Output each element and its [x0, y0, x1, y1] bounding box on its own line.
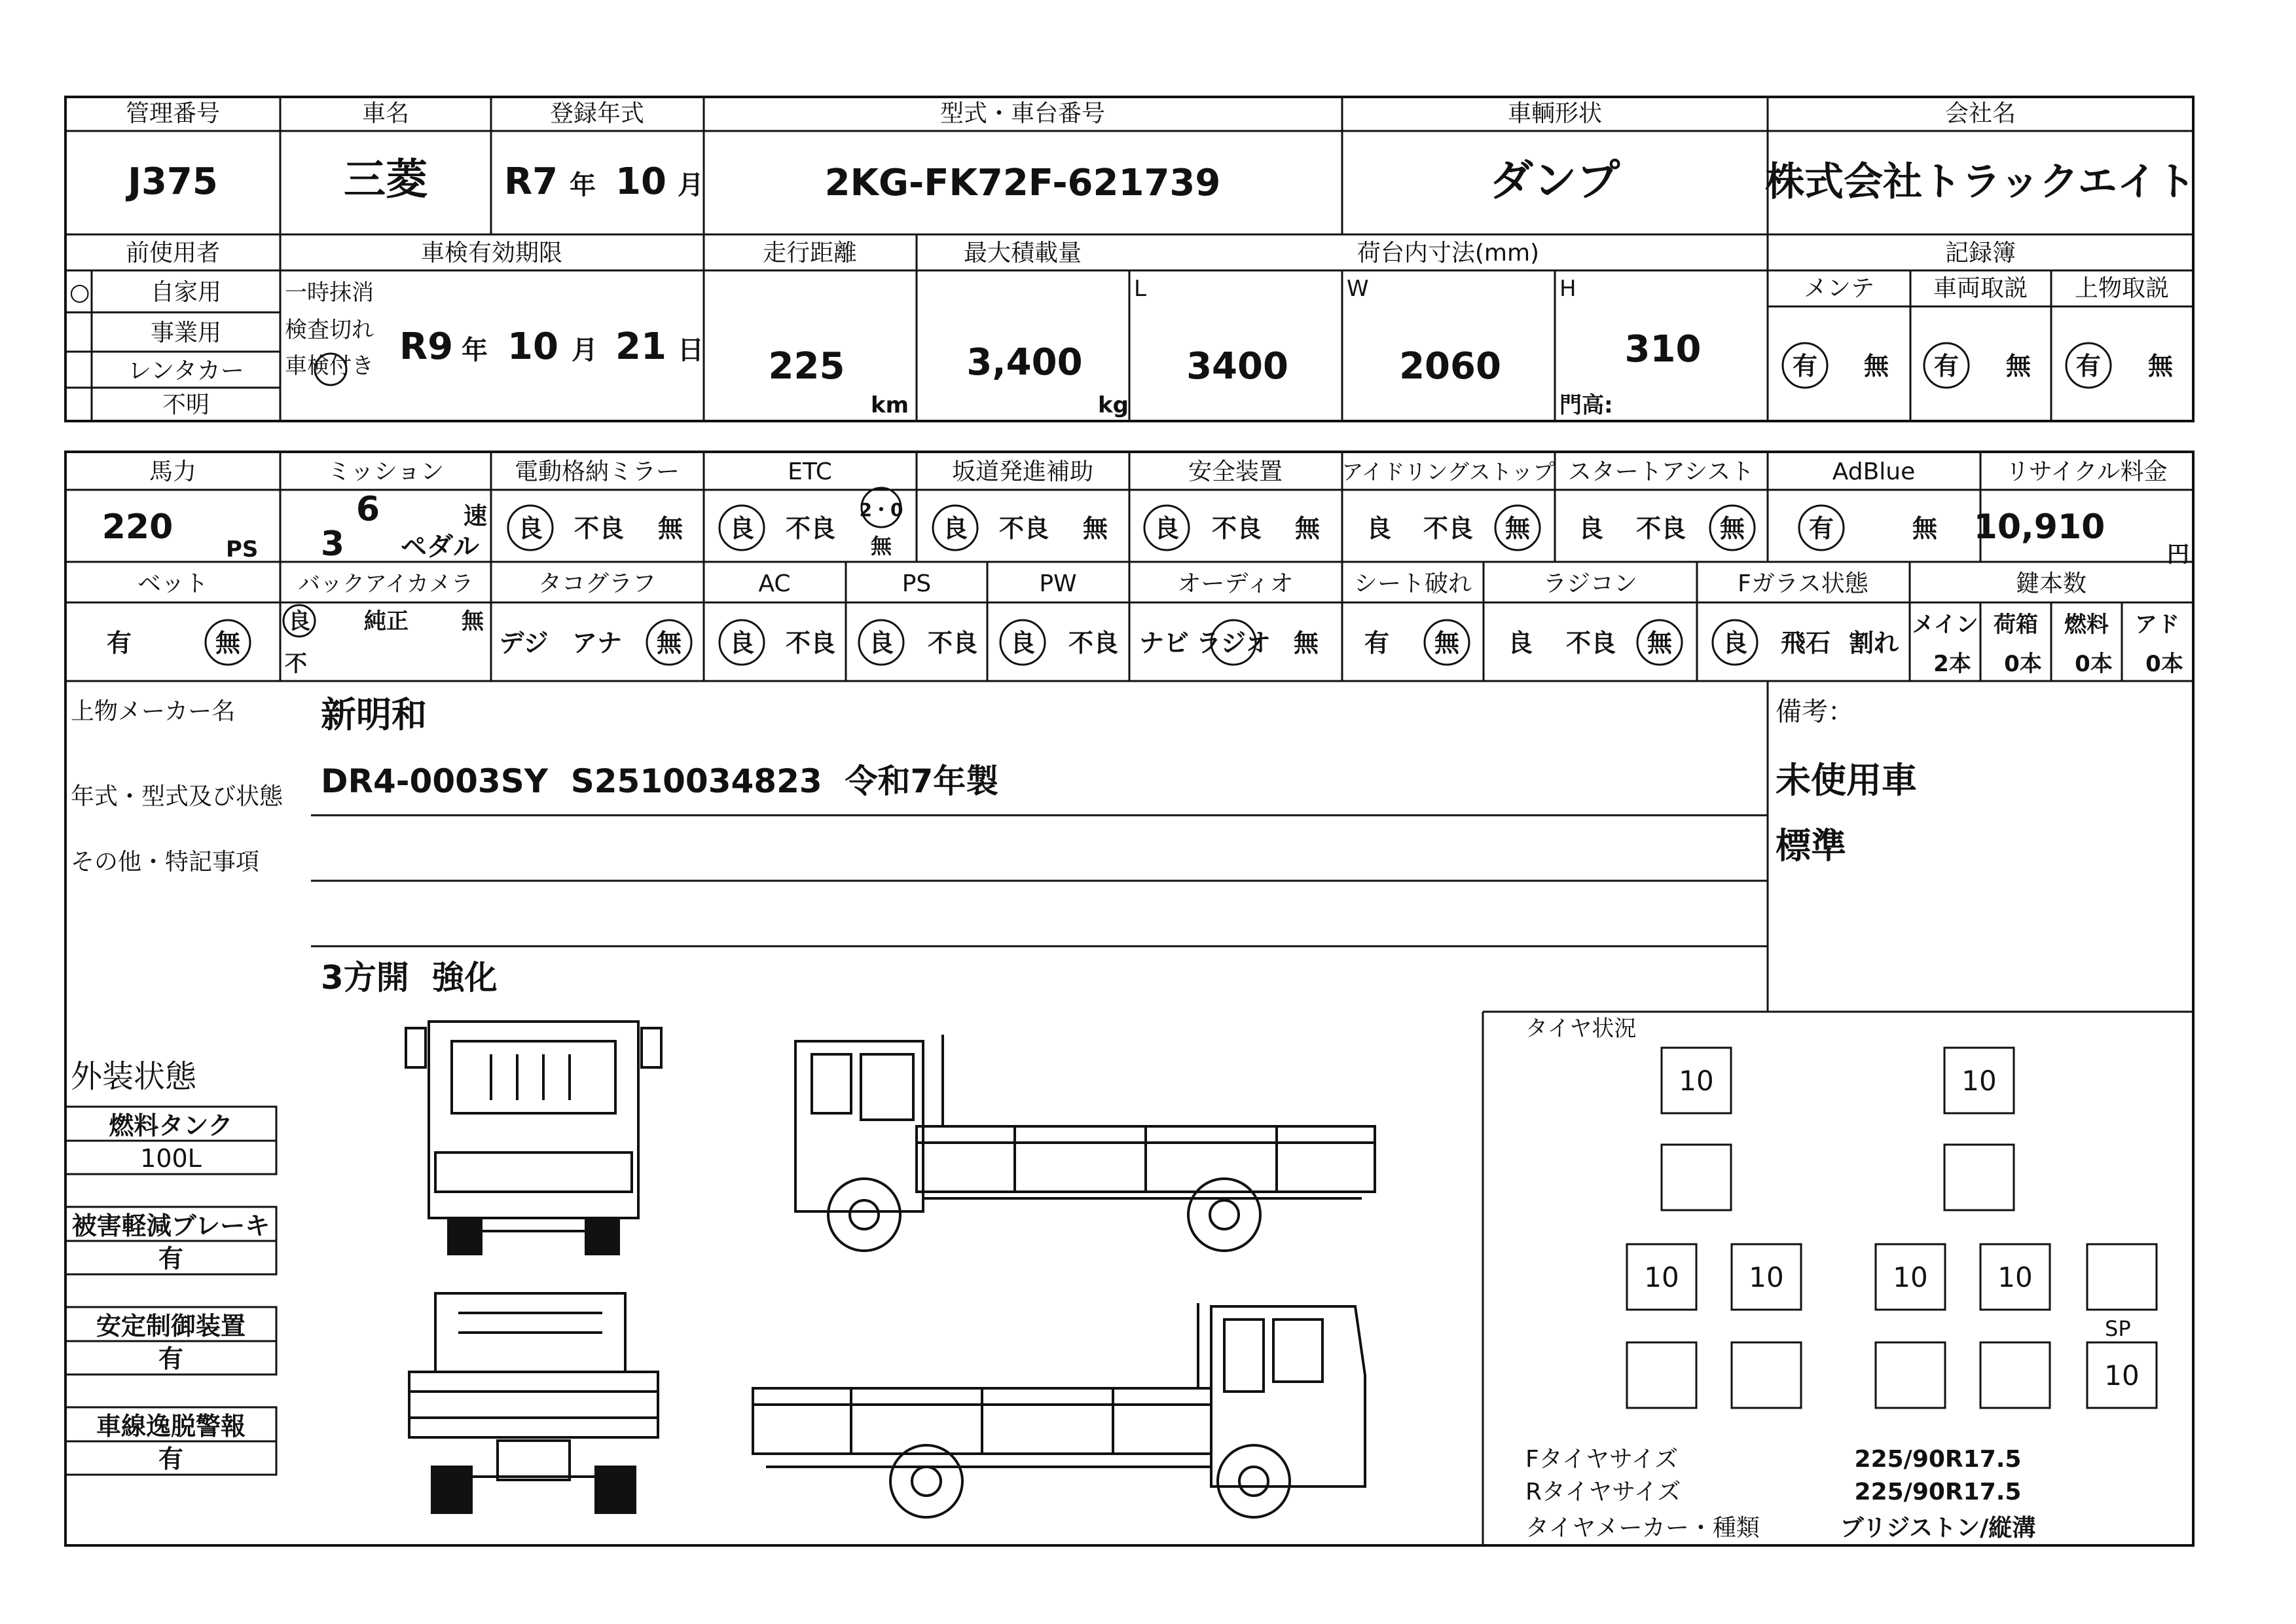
hdr-seat: シート破れ: [1353, 570, 1472, 597]
exterior-title: 外装状態: [71, 1058, 197, 1095]
shaken-nichi: 日: [678, 335, 704, 365]
safety-furyo: 不良: [1211, 514, 1262, 543]
upper-other: 3方開 強化: [321, 959, 498, 997]
hdr-kiroku: 記録簿: [1944, 240, 2016, 267]
truck-rear-view: [409, 1293, 658, 1513]
idle-nashi: 無: [1504, 514, 1531, 543]
key-main-count: 2本: [1933, 651, 1971, 677]
hdr-toroku: 登録年式: [549, 100, 645, 127]
front-tire-size-label: Fタイヤサイズ: [1525, 1446, 1679, 1473]
upper-maker: 新明和: [321, 694, 427, 735]
hdr-idle: アイドリングストップ: [1341, 459, 1555, 485]
hdr-mission: ミッション: [327, 458, 445, 485]
key-nibako-count: 0本: [2004, 651, 2042, 677]
fglass-ware: 割れ: [1848, 629, 1899, 657]
dim-W: W: [1347, 276, 1369, 302]
uwamono-ari: 有: [2075, 352, 2102, 380]
lane-label: 車線逸脱警報: [96, 1412, 246, 1441]
rear-tire-size-label: Rタイヤサイズ: [1525, 1479, 1681, 1505]
max-load: 3,400: [966, 341, 1083, 384]
key-nibako-label: 荷箱: [1994, 612, 2038, 638]
shaken-month: 10: [507, 325, 558, 368]
remark-2: 標準: [1776, 825, 1846, 866]
backcam-ryo: 良: [288, 608, 310, 635]
bed-height: 310: [1624, 328, 1702, 371]
ac-ryo: 良: [729, 629, 755, 657]
key-ado-label: アド: [2135, 612, 2179, 638]
tire-rear-left-inner: 10: [1749, 1261, 1784, 1293]
tire-title: タイヤ状況: [1525, 1016, 1637, 1042]
start-furyo: 不良: [1635, 514, 1686, 543]
hdr-taco: タコグラフ: [538, 570, 657, 597]
hdr-etc: ETC: [788, 458, 832, 485]
hill-furyo: 不良: [998, 514, 1049, 543]
tire-boxes: [1627, 1048, 2157, 1408]
start-nashi: 無: [1719, 514, 1745, 543]
hdr-pw: PW: [1039, 570, 1077, 597]
kg-unit: kg: [1098, 392, 1129, 418]
gear-count: 6: [355, 490, 380, 529]
hdr-adblue: AdBlue: [1832, 458, 1916, 485]
key-main-label: メイン: [1912, 612, 1978, 638]
hill-nashi: 無: [1082, 514, 1108, 543]
recycle-fee: 10,910: [1973, 507, 2105, 547]
km-unit: km: [871, 392, 909, 418]
shaken-opt-3: 車検付き: [285, 353, 374, 379]
tire-rear-left-outer: 10: [1644, 1261, 1679, 1293]
key-nenryo-count: 0本: [2075, 651, 2113, 677]
kiroku-sharyo: 車両取説: [1933, 275, 2028, 302]
bed-width: 2060: [1399, 345, 1501, 388]
tire-front-left: 10: [1679, 1065, 1714, 1097]
etc-furyo: 不良: [785, 514, 836, 543]
mileage: 225: [768, 345, 845, 388]
taco-nashi: 無: [656, 629, 682, 657]
hdr-audio: オーディオ: [1177, 570, 1294, 597]
bed-length: 3400: [1186, 345, 1288, 388]
pedal-count: 3: [320, 525, 345, 564]
radicon-furyo: 不良: [1565, 629, 1616, 657]
reg-era: R7: [504, 160, 558, 203]
fuel-tank-label: 燃料タンク: [109, 1111, 233, 1140]
fuel-tank-value: 100L: [140, 1144, 202, 1173]
etc-ryo: 良: [729, 514, 755, 543]
pw-furyo: 不良: [1068, 629, 1119, 657]
hill-ryo: 良: [942, 514, 968, 543]
truck-left-side-view: [795, 1035, 1375, 1251]
hdr-sekisai: 最大積載量: [963, 240, 1082, 267]
company-name: 株式会社トラックエイト: [1765, 159, 2196, 205]
pw-ryo: 良: [1010, 629, 1036, 657]
hdr-ac: AC: [758, 570, 791, 597]
mirror-ryo: 良: [517, 514, 543, 543]
idle-furyo: 不良: [1423, 514, 1474, 543]
maker: 三菱: [344, 156, 428, 204]
bed-nashi: 無: [215, 629, 241, 657]
mirror-nashi: 無: [657, 514, 683, 543]
ac-furyo: 不良: [785, 629, 836, 657]
taco-ana: アナ: [572, 629, 623, 657]
mente-ari: 有: [1792, 352, 1818, 380]
hdr-safety: 安全装置: [1188, 458, 1283, 485]
shaken-day: 21: [615, 325, 666, 368]
ps-furyo: 不良: [927, 629, 978, 657]
mirror-furyo: 不良: [574, 514, 625, 543]
hdr-mirror: 電動格納ミラー: [514, 458, 680, 485]
tire-rear-right-inner: 10: [1893, 1261, 1928, 1293]
remarks-label: 備考：: [1776, 697, 1854, 727]
hdr-nidai: 荷台内寸法(mm): [1357, 240, 1540, 267]
hdr-kanri: 管理番号: [125, 100, 221, 127]
start-ryo: 良: [1578, 514, 1604, 543]
hdr-keys: 鍵本数: [2015, 570, 2087, 597]
taco-deji: デジ: [499, 629, 549, 657]
kanri-no: J375: [128, 160, 218, 203]
brake-value: 有: [158, 1244, 184, 1273]
brake-label: 被害軽減ブレーキ: [71, 1211, 270, 1240]
idle-ryo: 良: [1366, 514, 1392, 543]
shaken-opt-1: 一時抹消: [285, 280, 374, 306]
upper-model-label: 年式・型式及び状態: [71, 783, 283, 810]
seat-nashi: 無: [1434, 629, 1460, 657]
user-mark: ○: [69, 279, 90, 306]
rear-tire-size: 225/90R17.5: [1854, 1479, 2022, 1505]
adblue-ari: 有: [1808, 514, 1834, 543]
upper-other-label: その他・特記事項: [71, 849, 260, 876]
stability-value: 有: [158, 1344, 184, 1373]
horsepower: 220: [101, 507, 173, 547]
hdr-soko: 走行距離: [762, 240, 858, 267]
hdr-keijo: 車輌形状: [1507, 100, 1603, 127]
hdr-ps: PS: [902, 570, 932, 597]
etc-nashi: 無: [870, 534, 892, 559]
shaken-nen: 年: [462, 335, 488, 365]
body-type: ダンプ: [1489, 155, 1620, 206]
tire-maker-label: タイヤメーカー・種類: [1525, 1515, 1760, 1541]
hdr-hill: 坂道発進補助: [951, 458, 1094, 485]
upper-model: DR4-0003SY S2510034823 令和7年製: [321, 762, 999, 800]
truck-front-view: [406, 1022, 661, 1254]
hdr-shamei: 車名: [361, 100, 410, 127]
soku-label: 速: [464, 503, 488, 530]
user-jikayo: 自家用: [150, 279, 222, 306]
kiroku-uwamono: 上物取説: [2074, 275, 2170, 302]
truck-right-side-view: [753, 1303, 1365, 1517]
reg-nen: 年: [570, 170, 596, 200]
pedal-label: ペダル: [401, 532, 479, 562]
backcam-junsei: 純正: [364, 608, 409, 635]
seat-ari: 有: [1364, 629, 1390, 657]
fglass-ryo: 良: [1722, 629, 1748, 657]
user-jigyoyo: 事業用: [150, 320, 222, 346]
adblue-nashi: 無: [1912, 514, 1938, 543]
dim-H: H: [1559, 276, 1576, 302]
fglass-hiseki: 飛石: [1780, 629, 1831, 657]
reg-month: 10: [615, 160, 666, 203]
radicon-ryo: 良: [1507, 629, 1533, 657]
hdr-start: スタートアシスト: [1567, 458, 1755, 485]
shaken-tsuki: 月: [572, 335, 598, 365]
hdr-bed: ベット: [137, 570, 209, 597]
upper-maker-label: 上物メーカー名: [71, 698, 236, 725]
user-rental: レンタカー: [128, 358, 244, 384]
hdr-backcam: バックアイカメラ: [298, 571, 473, 597]
sharyo-ari: 有: [1933, 352, 1959, 380]
uwamono-nashi: 無: [2147, 352, 2174, 380]
dim-L: L: [1134, 276, 1146, 302]
hdr-shaken: 車検有効期限: [420, 240, 563, 267]
yen-unit: 円: [2167, 542, 2189, 568]
model-number: 2KG-FK72F-621739: [824, 162, 1221, 204]
audio-radio: ラジオ: [1195, 629, 1271, 657]
hdr-zenshiyo: 前使用者: [125, 240, 221, 267]
front-tire-size: 225/90R17.5: [1854, 1446, 2022, 1473]
hdr-recycle: リサイクル料金: [2005, 458, 2168, 485]
key-ado-count: 0本: [2145, 651, 2183, 677]
spare-label: SP: [2105, 1316, 2131, 1341]
remark-1: 未使用車: [1776, 760, 1917, 801]
stability-label: 安定制御装置: [96, 1312, 246, 1340]
sharyo-nashi: 無: [2005, 352, 2032, 380]
mondaka-label: 門高:: [1559, 392, 1613, 418]
shaken-opt-2: 検査切れ: [285, 317, 374, 343]
hdr-radicon: ラジコン: [1542, 570, 1638, 597]
ps-unit: PS: [226, 536, 259, 563]
key-nenryo-label: 燃料: [2064, 612, 2109, 638]
reg-tsuki: 月: [678, 170, 704, 200]
mente-nashi: 無: [1863, 352, 1889, 380]
user-fumei: 不明: [162, 392, 210, 418]
backcam-nashi: 無: [462, 608, 484, 635]
hdr-fglass: Fガラス状態: [1738, 570, 1868, 597]
shaken-era: R9: [399, 325, 454, 368]
radicon-nashi: 無: [1647, 629, 1673, 657]
kiroku-mente: メンテ: [1803, 275, 1875, 302]
safety-nashi: 無: [1294, 514, 1321, 543]
tire-maker: ブリジストン/縦溝: [1840, 1515, 2036, 1541]
tire-front-right: 10: [1961, 1065, 1997, 1097]
safety-ryo: 良: [1154, 514, 1180, 543]
audio-nashi: 無: [1293, 629, 1319, 657]
backcam-fu: 不: [285, 651, 307, 677]
tire-rear-right-outer: 10: [1997, 1261, 2033, 1293]
hdr-katashiki: 型式・車台番号: [939, 100, 1106, 127]
hdr-kaisha: 会社名: [1944, 100, 2016, 127]
ps-ryo: 良: [868, 629, 894, 657]
hdr-bariki: 馬力: [149, 458, 197, 485]
audio-navi: ナビ: [1139, 629, 1190, 657]
etc-version: 2・0: [859, 499, 903, 521]
bed-ari: 有: [106, 629, 132, 657]
lane-value: 有: [158, 1445, 184, 1473]
tire-spare: 10: [2104, 1359, 2140, 1392]
